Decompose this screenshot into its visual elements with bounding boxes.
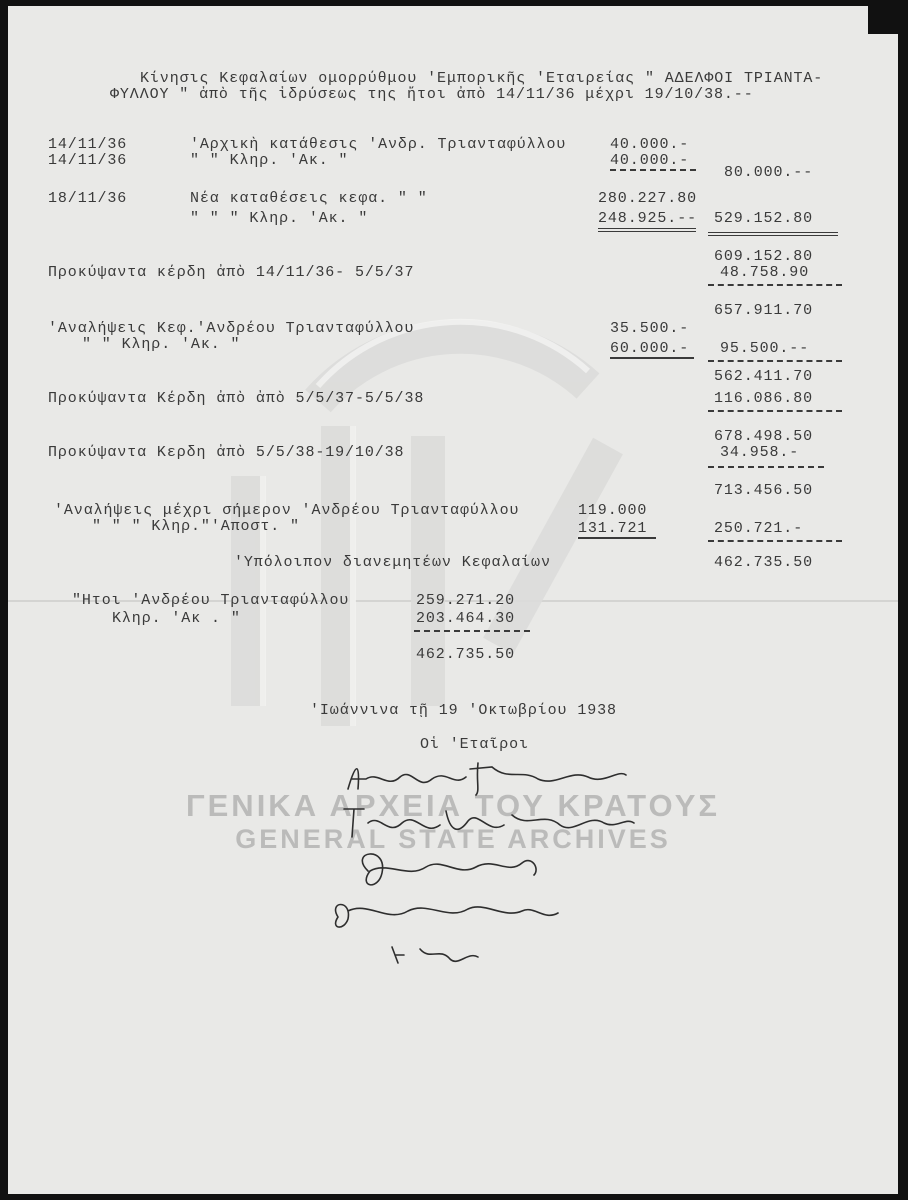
entry-description: 'Αρχικὴ κατάθεσις 'Ανδρ. Τριανταφύλλου (190, 136, 567, 153)
entry-date: 14/11/36 (48, 152, 128, 169)
scan-corner-shadow (868, 6, 898, 34)
profit-amount: 116.086.80 (714, 390, 814, 407)
entry-date: 18/11/36 (48, 190, 128, 207)
withdrawal-line: " " " Κληρ."'Αποστ. " (92, 518, 300, 535)
underline (708, 540, 842, 542)
entry-amount: 40.000.- (610, 152, 690, 169)
header-line-2: ΦΥΛΛΟΥ " ἀπὸ τῆς ἱδρύσεως της ἤτοι ἀπὸ 14/11/36 μέχρι 19/10/38.-- (110, 86, 754, 103)
entry-amount: 280.227.80 (598, 190, 698, 207)
split-amount: 203.464.30 (416, 610, 516, 627)
entry-total: 80.000.-- (724, 164, 814, 181)
withdrawal-amount: 35.500.- (610, 320, 690, 337)
balance-label: 'Υπόλοιπον διανεμητέων Κεφαλαίων (234, 554, 551, 571)
underline (708, 410, 842, 412)
underline (708, 360, 842, 362)
running-sum: 562.411.70 (714, 368, 814, 385)
running-sum: 713.456.50 (714, 482, 814, 499)
profit-label: Προκύψαντα Κερδη ἀπὸ 5/5/38-19/10/38 (48, 444, 405, 461)
withdrawal-amount: 119.000 (578, 502, 648, 519)
withdrawal-line: 'Αναλήψεις μέχρι σήμερον 'Ανδρέου Τριανταφύλλου (54, 502, 520, 519)
place-and-date: 'Ιωάννινα τῇ 19 'Οκτωβρίου 1938 (310, 702, 617, 719)
profit-label: Προκύψαντα Κέρδη ἀπὸ ἀπὸ 5/5/37-5/5/38 (48, 390, 425, 407)
signatories-label: Οἱ 'Εταῖροι (420, 736, 529, 753)
watermark-greek-text: ΓΕΝΙΚΑ ΑΡΧΕΙΑ ΤΟΥ ΚΡΑΤΟΥΣ (186, 788, 720, 823)
underline (708, 466, 824, 468)
withdrawal-total: 250.721.- (714, 520, 804, 537)
document-page (8, 6, 898, 1194)
running-sum: 678.498.50 (714, 428, 814, 445)
entry-date: 14/11/36 (48, 136, 128, 153)
double-underline (598, 228, 696, 232)
underline (578, 537, 656, 539)
running-sum: 609.152.80 (714, 248, 814, 265)
entry-amount: 40.000.- (610, 136, 690, 153)
entry-description: " " Κληρ. 'Ακ. " (190, 152, 349, 169)
underline (414, 630, 530, 632)
split-line: Κληρ. 'Ακ . " (112, 610, 241, 627)
running-sum: 657.911.70 (714, 302, 814, 319)
double-underline (708, 232, 838, 236)
split-total: 462.735.50 (416, 646, 516, 663)
withdrawal-amount: 131.721 (578, 520, 648, 537)
split-amount: 259.271.20 (416, 592, 516, 609)
handwritten-signatures (308, 751, 648, 971)
watermark-english-text: GENERAL STATE ARCHIVES (235, 824, 671, 854)
withdrawal-total: 95.500.-- (720, 340, 810, 357)
entry-amount: 248.925.-- (598, 210, 698, 227)
entry-description: Νέα καταθέσεις κεφα. " " (190, 190, 428, 207)
underline (708, 284, 842, 286)
withdrawal-line: " " Κληρ. 'Ακ. " (82, 336, 241, 353)
withdrawal-line: 'Αναλήψεις Κεφ.'Ανδρέου Τριανταφύλλου (48, 320, 415, 337)
entry-total: 529.152.80 (714, 210, 814, 227)
split-line: "Ητοι 'Ανδρέου Τριανταφύλλου (72, 592, 350, 609)
profit-label: Προκύψαντα κέρδη ἀπὸ 14/11/36- 5/5/37 (48, 264, 415, 281)
profit-amount: 48.758.90 (720, 264, 810, 281)
withdrawal-amount: 60.000.- (610, 340, 690, 357)
underline (610, 357, 694, 359)
header-line-1: Κίνησις Κεφαλαίων ομορρύθμου 'Εμπορικῆς 'Εταιρείας " ΑΔΕΛΦΟΙ ΤΡΙΑΝΤΑ- (140, 70, 824, 87)
profit-amount: 34.958.- (720, 444, 800, 461)
entry-description: " " " Κληρ. 'Ακ. " (190, 210, 369, 227)
balance-amount: 462.735.50 (714, 554, 814, 571)
underline (610, 169, 696, 171)
